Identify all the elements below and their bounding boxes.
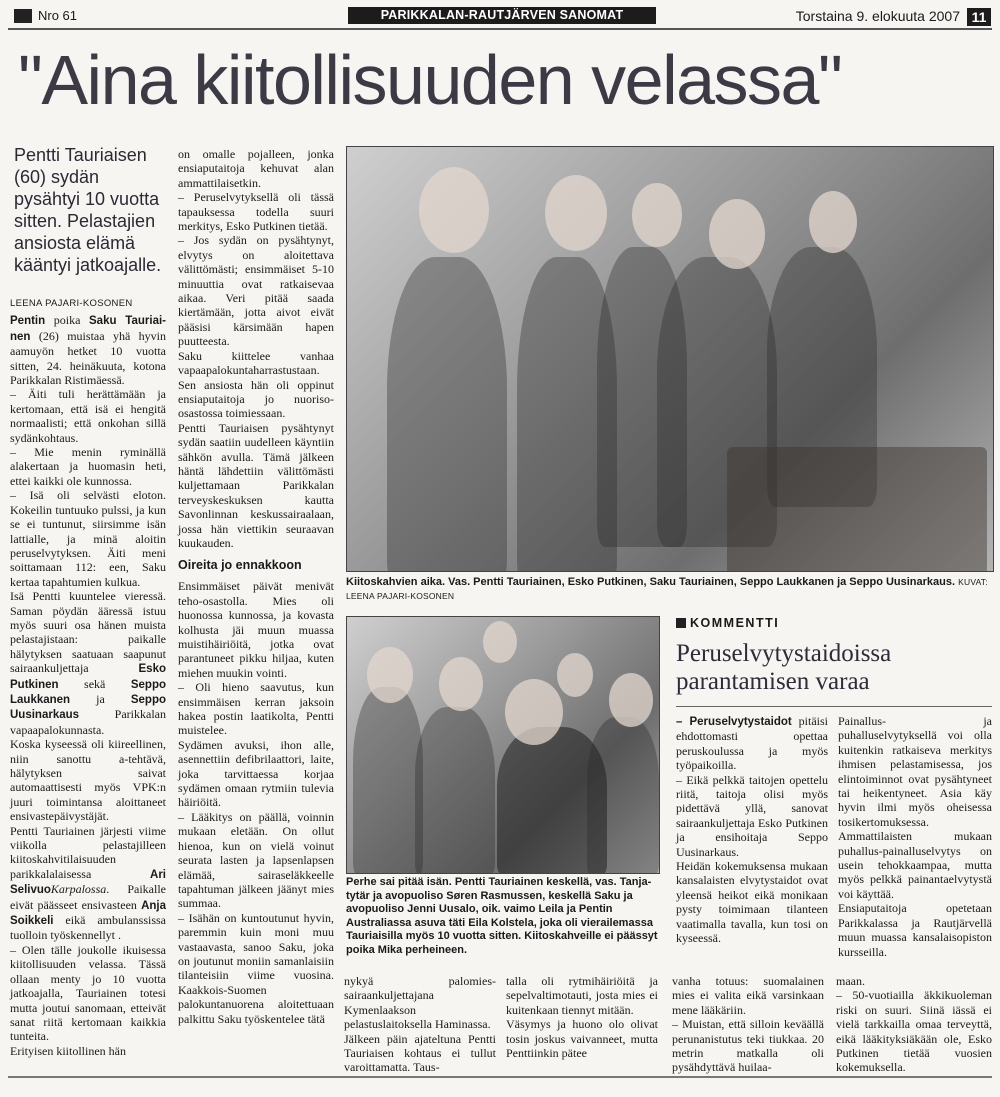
paragraph bbox=[178, 349, 334, 421]
paragraph bbox=[178, 421, 334, 551]
kommentti-column-4 bbox=[836, 974, 992, 1075]
paragraph bbox=[10, 943, 166, 1044]
paragraph bbox=[10, 589, 166, 737]
paragraph-text: eikä ambulanssissa tuolloin työskennellyt bbox=[10, 913, 166, 943]
paragraph-text: Erityisen kiitollinen hän bbox=[10, 1043, 126, 1058]
paragraph-text: Pentti Tauriainen järjesti viime viikolla pelastajilleen kiitoskahvitilaisuuden parikkalalaisessa bbox=[10, 823, 166, 881]
name-highlight: Seppo Uusinarkaus bbox=[10, 693, 166, 722]
paragraph-text: Ensiaputaitoja opetetaan Parikkalassa ja Rautjärvellä muun muassa kansalaisopiston kursseilla. bbox=[838, 901, 992, 959]
paragraph-text: – Jos sydän on pysähtynyt, elvytys on aloitettava välittömästi; ensimmäiset 5-10 minuuttia ovat ratkaisevaa aikaa. Veri pitää saada kiertämään, jotta aivot eivät pääsisi kärsimään hapen puutteesta. bbox=[178, 233, 334, 349]
photo-1-caption-text: Kiitoskahvien aika. Vas. Pentti Tauriainen, Esko Putkinen, Saku Tauriainen, Seppo Laukkanen ja Seppo Uusinarkaus. bbox=[346, 576, 956, 588]
italic-text: Karpalossa bbox=[50, 882, 107, 897]
issue-date: Torstaina 9. elokuuta 2007 bbox=[795, 8, 960, 24]
kommentti-column-1 bbox=[676, 714, 828, 946]
paragraph bbox=[506, 974, 658, 1017]
paragraph-text: on omalle pojalleen, jonka ensiaputaitoja kehuvat alan ammattilaisetkin. bbox=[178, 147, 334, 190]
column-1-body bbox=[10, 313, 166, 1058]
kommentti-label bbox=[676, 616, 992, 630]
kommentti-column-3 bbox=[672, 974, 824, 1075]
paragraph bbox=[178, 579, 334, 680]
photo-coffee-gathering bbox=[346, 146, 994, 572]
issue-marker-icon bbox=[14, 9, 32, 23]
paragraph-text: talla oli rytmihäiriöitä ja sepelvaltimotauti, josta mies ei kuitenkaan tiennyt mitään. bbox=[506, 974, 658, 1017]
paragraph bbox=[344, 1032, 496, 1075]
paragraph-text: – Äiti tuli herättämään ja kertomaan, että isä ei hengitä normaalisti; että onkohan sillä sydänkohtaus. bbox=[10, 387, 166, 445]
paragraph-text: Isä Pentti kuuntelee vieressä. Saman pöydän ääressä istuu myös suuri osa hänen muista pelastajistaan: paikalle hälytyksen saatuaan saapunut sairaankuljettaja bbox=[10, 589, 166, 676]
paragraph-text: Painallus- ja puhalluselvytyksellä voi olla kuitenkin ratkaiseva merkitys ihmisen pelastamisessa, jos elintoiminnot ovat pysähtyneet tai heikentyneet. Asia käy hyvin ilmi myös oheisessa tosikertomuksessa. bbox=[838, 714, 992, 829]
paragraph bbox=[178, 810, 334, 911]
paragraph bbox=[178, 147, 334, 190]
paragraph bbox=[10, 737, 166, 823]
paragraph-text: maan. bbox=[836, 974, 865, 988]
column-2-body-continued bbox=[178, 579, 334, 1026]
name-highlight: Ari Selivuo bbox=[10, 868, 166, 897]
paragraph-text: Sydämen avuksi, ihon alle, asennettiin defibrilaattori, laite, joka tarvittaessa korjaa sydämen omaan rytmiin tulevia häiriöitä. bbox=[178, 737, 334, 810]
paragraph bbox=[178, 738, 334, 810]
kommentti-column-4-body bbox=[836, 974, 992, 1075]
page-number: 11 bbox=[967, 8, 991, 26]
paragraph bbox=[178, 680, 334, 738]
paragraph bbox=[10, 313, 166, 387]
article-column-2 bbox=[178, 147, 334, 1026]
kommentti-column-1-body bbox=[676, 714, 828, 946]
paragraph bbox=[506, 1017, 658, 1060]
issue-label: Nro 61 bbox=[38, 8, 78, 23]
paragraph-text: Pentti Tauriaisen pysähtynyt sydän saatiin uudelleen käyntiin sähkön avulla. Tämä jälkeen häntä lähdettiin välittömästi kuljettamaan Parikkalan terveyskeskuksen kautta Savonlinnan keskussairaalaan, jossa hän viettikin seuraavan kuukauden. bbox=[178, 420, 334, 550]
article-lead: Pentti Tauriaisen (60) sydän pysähtyi 10 vuotta sitten. Pelastajien ansiosta elämä kääntyi jatkoajalle. bbox=[14, 145, 162, 275]
column-2-body bbox=[178, 147, 334, 550]
paragraph-text: Saku kiittelee vanhaa vapaapalokuntaharrastustaan. Sen ansiosta hän oli oppinut ensiaputaitoja jo nuoriso-osastossa toimiessaan. bbox=[178, 348, 334, 421]
paragraph-text: Koska kyseessä oli kiireellinen, niin sanottu a-tehtävä, hälytyksen saivat automaattisesti myös VPK:n juuri toimintansa aloittaneet ensivastepäivystäjät. bbox=[10, 737, 166, 824]
paragraph bbox=[676, 714, 828, 773]
name-highlight: Esko Putkinen bbox=[10, 663, 166, 691]
paragraph-text: pitäisi ehdottomasti opettaa peruskoulussa ja myös työpaikoilla. bbox=[676, 714, 828, 773]
paragraph-text: Heidän kokemuksensa mukaan kansalaisten elvytystaidot ovat yleensä heikot eikä monikaan pysty toimimaan tilanteen vaatimalla tavalla, kun tosi on kyseessä. bbox=[676, 859, 828, 946]
paragraph bbox=[10, 445, 166, 488]
paragraph bbox=[838, 714, 992, 829]
paragraph-text: – Peruselvytyksellä oli tässä tapauksessa todella suuri merkitys, Esko Putkinen tietää. bbox=[178, 190, 334, 234]
paragraph-text: – Mie menin ryminällä alakertaan ja huomasin heti, ettei kaikki ole kunnossa. bbox=[10, 445, 166, 488]
article-headline: "Aina kiitollisuuden velassa" bbox=[18, 41, 842, 119]
paragraph-text: . Paikalle eivät päässeet ensivasteen bbox=[10, 882, 166, 912]
kommentti-label-text: KOMMENTTI bbox=[690, 616, 780, 630]
paragraph bbox=[838, 829, 992, 901]
column-3-body bbox=[344, 974, 496, 1075]
photo-family bbox=[346, 616, 660, 874]
column-4-body bbox=[506, 974, 658, 1060]
kommentti-column-2-body bbox=[838, 714, 992, 959]
article-column-1 bbox=[10, 297, 166, 1058]
article-subhead: Oireita jo ennakkoon bbox=[178, 558, 302, 573]
paragraph-text: Ensimmäiset päivät menivät teho-osastolla. Mies oli huonossa kunnossa, ja kovasta kolhusta jäi muun muassa muistihäiriöitä, jotka ovat parantuneet pikku hiljaa, kuten miehen muukin vointi. bbox=[178, 579, 334, 680]
paragraph bbox=[836, 988, 992, 1074]
masthead: PARIKKALAN-RAUTJÄRVEN SANOMAT bbox=[348, 7, 656, 24]
paragraph bbox=[10, 488, 166, 589]
paragraph bbox=[10, 1044, 166, 1058]
paragraph-text: Parikkalan vapaapalokunnasta. bbox=[10, 707, 166, 737]
paragraph-text: Väsymys ja huono olo olivat tosin joskus vaivanneet, mutta Penttiinkin pätee bbox=[506, 1017, 658, 1061]
paragraph-text: . bbox=[118, 928, 121, 943]
paragraph-text: poika bbox=[45, 313, 90, 328]
header-divider bbox=[8, 28, 992, 30]
paragraph bbox=[178, 233, 334, 348]
paragraph-text: – Isähän on kuntoutunut hyvin, paremmin kuin moni muu vastaavasta, sanoo Saku, joka on joutunut moniin samanlaisiin tilanteisiin viime vuosina. Kaakkois-Suomen palokuntanuorena aloitettuaan palkittu Saku työskentelee tätä bbox=[178, 910, 334, 1026]
name-highlight: Seppo Laukkanen bbox=[10, 678, 166, 706]
paragraph bbox=[838, 901, 992, 959]
paragraph-text: vanha totuus: suomalainen mies ei valita eikä varsinkaan mene lääkäriin. bbox=[672, 974, 824, 1017]
kommentti-marker-icon bbox=[676, 618, 686, 628]
paragraph-text: – Eikä pelkkä taitojen opettelu riitä, taitoja olisi myös pidettävä yllä, sanovat sairaankuljettaja Esko Putkinen ja ensihoitaja Seppo Uusinarkaus. bbox=[676, 772, 828, 859]
name-highlight: Pentin bbox=[10, 315, 46, 328]
paragraph bbox=[10, 824, 166, 943]
name-highlight: Anja Soikkeli bbox=[10, 899, 166, 928]
kommentti-title: Peruselvytystaidoissa parantamisen varaa bbox=[676, 640, 892, 695]
paragraph-text: – Olen tälle joukolle ikuisessa kiitollisuuden velassa. Tässä ollaan menty jo 10 vuotta jatkoajalla, Tauriainen totesi mutta joutui sanomaan, etteivät sanat riitä kertomaan kaikkia tunteita. bbox=[10, 942, 166, 1044]
kommentti-divider bbox=[676, 706, 992, 707]
kommentti-column-2 bbox=[838, 714, 992, 959]
paragraph-text: – Lääkitys on päällä, voinnin mukaan eletään. On ollut hienoa, kun on vielä voinut seurata lasten ja lapsenlapsen elämää, sairaseläkkeelle tapahtuman jälkeen jäänyt mies summaa. bbox=[178, 809, 334, 911]
photo-1-caption bbox=[346, 576, 992, 603]
name-highlight: – Peruselvytystaidot bbox=[676, 716, 792, 728]
footer-divider bbox=[8, 1076, 992, 1078]
paragraph-text: – 50-vuotiailla äkkikuoleman riski on suuri. Siinä iässä ei vielä tarkkailla omaa terveyttä, eikä lääkityksiäkään ole, Esko Putkinen tietää vuosien kokemuksella. bbox=[836, 988, 992, 1075]
paragraph bbox=[10, 387, 166, 445]
paragraph-text: (26) muistaa yhä hyvin aamuyön hetket 10 vuotta sitten, 24. heinäkuuta, kotona Parikkalan Ristimäessä. bbox=[10, 328, 166, 388]
paragraph bbox=[672, 1017, 824, 1075]
paragraph-text: – Oli hieno saavutus, kun ensimmäisen kerran jaksoin hakea postin laatikolta, Pentti muistelee. bbox=[178, 680, 334, 738]
paragraph bbox=[676, 859, 828, 945]
kommentti-column-3-body bbox=[672, 974, 824, 1075]
paragraph bbox=[676, 773, 828, 859]
paragraph-text: sekä bbox=[58, 676, 131, 691]
paragraph-text: ja bbox=[70, 691, 131, 706]
paragraph bbox=[344, 974, 496, 1032]
paragraph bbox=[178, 190, 334, 233]
paragraph-text: – Muistan, että silloin keväällä perunanistutus teki tiukkaa. 20 metrin matkalla oli pysähdyttävä huilaa- bbox=[672, 1017, 824, 1075]
paragraph-text: Jälkeen päin ajateltuna Pentti Tauriaisen kohtaus ei tullut varoittamatta. Taus- bbox=[344, 1031, 496, 1075]
paragraph bbox=[178, 911, 334, 1026]
paragraph bbox=[672, 974, 824, 1017]
article-column-3 bbox=[344, 974, 496, 1075]
paragraph-text: Ammattilaisten mukaan puhallus-painalluselvytys on usein tehokkaampaa, mutta myös pelkkä painantaelvytystä voi käyttää. bbox=[838, 829, 992, 901]
photo-credit: KUVAT: LEENA PAJARI-KOSONEN bbox=[346, 577, 988, 601]
paragraph-text: – Isä oli selvästi eloton. Kokeilin tuntuuko pulssi, ja kun se ei tuntunut, siirsimme isän lattialle, ja minä aloitin peruselvytyksen. Äiti meni soittamaan 112: een, Saku kertaa tapahtumien kulkua. bbox=[10, 488, 166, 589]
paragraph bbox=[836, 974, 992, 988]
byline: LEENA PAJARI-KOSONEN bbox=[10, 298, 133, 309]
photo-2-caption: Perhe sai pitää isän. Pentti Tauriainen keskellä, vas. Tanja-tytär ja avopuoliso Søren Rasmussen, keskellä Saku ja avopuoliso Jenni Uusalo, oik. vaimo Leila ja Pentin Australiassa asuva täti Eila Kolstela, joka oli vierailemassa Tauriaisilla myös 10 vuotta sitten. Kiitoskahveille ei päässyt poika Mika perheineen. bbox=[346, 876, 658, 956]
paragraph-text: nykyä palomies-sairaankuljettajana Kymenlaakson pelastuslaitoksella Haminassa. bbox=[344, 974, 496, 1032]
issue-number bbox=[14, 7, 77, 25]
article-column-4 bbox=[506, 974, 658, 1060]
name-highlight: Saku Tauriai-nen bbox=[10, 315, 166, 343]
